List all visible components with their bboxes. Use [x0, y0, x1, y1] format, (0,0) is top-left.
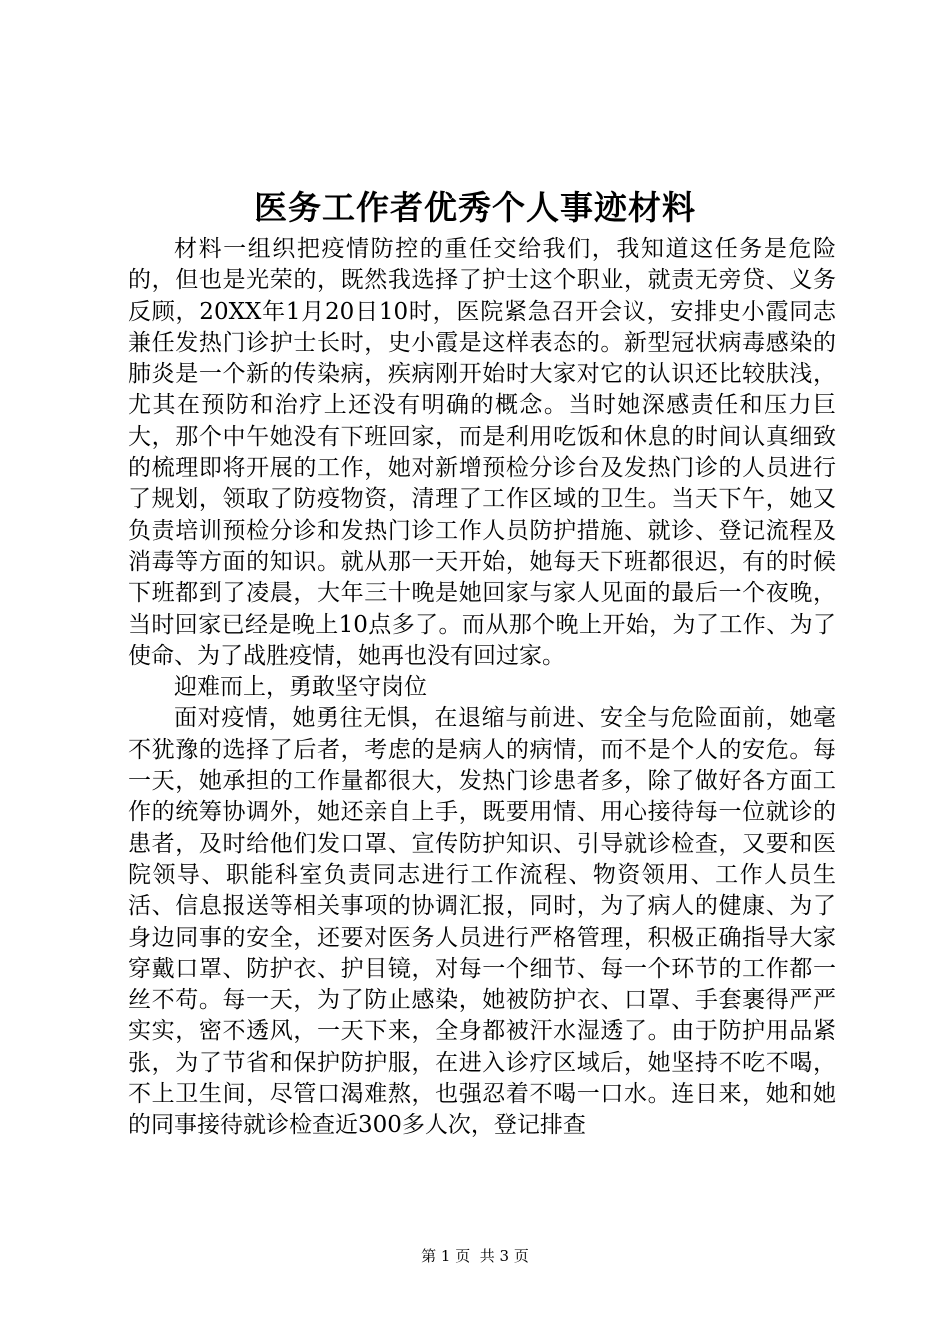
section-heading: 迎难而上，勇敢坚守岗位 — [174, 674, 427, 701]
document-body — [128, 234, 836, 1142]
body-paragraph-1: 材料一组织把疫情防控的重任交给我们，我知道这任务是危险的，但也是光荣的，既然我选择了护士这个职业，就责无旁贷、义务反顾，20XX年1月20日10时，医院紧急召开会议，安排史小霞同志兼任发热门诊护士长时，史小霞是这样表态的。新型冠状病毒感染的肺炎是一个新的传染病，疾病刚开始时大家对它的认识还比较肤浅，尤其在预防和治疗上还没有明确的概念。当时她深感责任和压力巨大，那个中午她没有下班回家，而是利用吃饭和休息的时间认真细致的梳理即将开展的工作，她对新增预检分诊台及发热门诊的人员进行了规划，领取了防疫物资，清理了工作区域的卫生。当天下午，她又负责培训预检分诊和发热门诊工作人员防护措施、就诊、登记流程及消毒等方面的知识。就从那一天开始，她每天下班都很迟，有的时候下班都到了凌晨，大年三十晚是她回家与家人见面的最后一个夜晚，当时回家已经是晚上10点多了。而从那个晚上开始，为了工作、为了使命、为了战胜疫情，她再也没有回过家。 — [128, 236, 836, 669]
page-number-footer: 第 1 页 共 3 页 — [421, 1247, 529, 1265]
document-title: 医务工作者优秀个人事迹材料 — [254, 188, 696, 227]
body-paragraph-2: 面对疫情，她勇往无惧，在退缩与前进、安全与危险面前，她毫不犹豫的选择了后者，考虑的是病人的病情，而不是个人的安危。每一天，她承担的工作量都很大，发热门诊患者多，除了做好各方面工作的统筹协调外，她还亲自上手，既要用情、用心接待每一位就诊的患者，及时给他们发口罩、宣传防护知识、引导就诊检查，又要和医院领导、职能科室负责同志进行工作流程、物资领用、工作人员生活、信息报送等相关事项的协调汇报，同时，为了病人的健康、为了身边同事的安全，还要对医务人员进行严格管理，积极正确指导大家穿戴口罩、防护衣、护目镜，对每一个细节、每一个环节的工作都一丝不苟。每一天，为了防止感染，她被防护衣、口罩、手套裹得严严实实，密不透风，一天下来，全身都被汗水湿透了。由于防护用品紧张，为了节省和保护防护服，在进入诊疗区域后，她坚持不吃不喝，不上卫生间，尽管口渴难熬，也强忍着不喝一口水。连日来，她和她的同事接待就诊检查近300多人次，登记排查 — [128, 705, 836, 1139]
